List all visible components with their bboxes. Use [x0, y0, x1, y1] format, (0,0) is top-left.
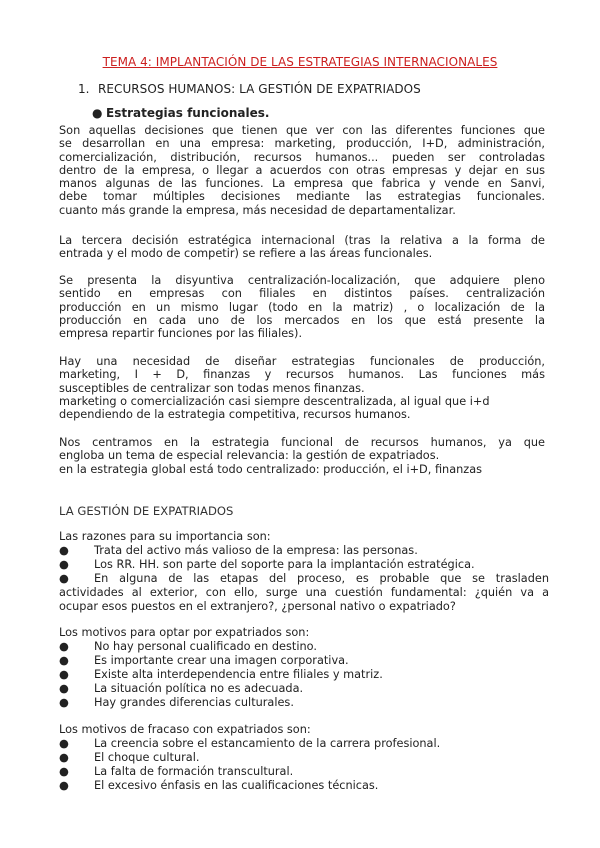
- bullet-icon: ●: [59, 764, 69, 778]
- section-heading: [78, 82, 421, 96]
- section-number: 1.: [78, 82, 90, 96]
- section-heading-text: RECURSOS HUMANOS: LA GESTIÓN DE EXPATRIADOS: [98, 82, 421, 96]
- bullet-icon: ●: [59, 544, 69, 557]
- section-title-expatriates: LA GESTIÓN DE EXPATRIADOS: [59, 504, 234, 518]
- bullet-icon: ●: [59, 778, 69, 792]
- bullet-icon: ●: [59, 557, 69, 571]
- bullet-icon: ●: [59, 737, 69, 750]
- list-item: ● No hay personal cualificado en destino.: [59, 640, 317, 653]
- list-item: ● Hay grandes diferencias culturales.: [59, 695, 294, 709]
- bullet-icon: ●: [92, 106, 103, 120]
- list-item: ● El excesivo énfasis en las cualificaciones técnicas.: [59, 778, 379, 792]
- bullet-icon: ●: [59, 667, 69, 681]
- bullet-icon: ●: [59, 695, 69, 709]
- bullet-icon: ●: [59, 750, 69, 764]
- paragraph-functional-decisions: Son aquellas decisiones que tienen que ver con las diferentes funciones que se desarrollan en una empresa: marketing, producción, I+D, administración, comercialización, distribución, recursos humanos... pueden ser controladas dentro de la empresa, o llegar a acuerdos con otras empresas y dejar en sus manos algunas de las funciones. La empresa que fabrica y vende en Sanvi, debe tomar múltiples decisiones mediante las estrategias funcionales. cuanto más grande la empresa, más necesidad de departamentalizar.: [59, 124, 545, 217]
- list-item: ● Trata del activo más valioso de la empresa: las personas.: [59, 544, 418, 557]
- paragraph-hr-strategy: Nos centramos en la estrategia funcional de recursos humanos, ya que engloba un tema de especial relevancia: la gestión de expatriados. en la estrategia global está todo centralizado: producción, el i+D, finanzas: [59, 436, 545, 476]
- bullet-icon: ●: [59, 640, 69, 653]
- list-item: ● Existe alta interdependencia entre filiales y matriz.: [59, 667, 383, 681]
- failures-intro: Los motivos de fracaso con expatriados son:: [59, 723, 311, 736]
- reasons-intro: Las razones para su importancia son:: [59, 530, 271, 543]
- motives-intro: Los motivos para optar por expatriados son:: [59, 626, 310, 639]
- failures-list: [59, 737, 549, 793]
- paragraph-centralization: Se presenta la disyuntiva centralización-localización, que adquiere pleno sentido en empresas con filiales en distintos países. centralización producción en un mismo lugar (todo en la matriz) , o localización de la producción en cada uno de los mercados en los que está presente la empresa repartir funciones por las filiales).: [59, 274, 545, 341]
- paragraph-third-decision: La tercera decisión estratégica internacional (tras la relativa a la forma de entrada y el modo de competir) se refiere a las áreas funcionales.: [59, 234, 545, 261]
- motives-list: [59, 640, 549, 710]
- list-item: ● Los RR. HH. son parte del soporte para la implantación estratégica.: [59, 557, 475, 571]
- list-item: ● En alguna de las etapas del proceso, es probable que se trasladen actividades al exterior, con ello, surge una cuestión fundamental: ¿quién va a ocupar esos puestos en el extranjero?, ¿personal nativo o expatriado?: [59, 571, 549, 613]
- subheading-text: Estrategias funcionales.: [106, 106, 270, 120]
- list-item: ● El choque cultural.: [59, 750, 200, 764]
- list-item: ● La situación política no es adecuada.: [59, 681, 304, 695]
- bullet-icon: ●: [59, 653, 69, 667]
- paragraph-functional-strategies: Hay una necesidad de diseñar estrategias funcionales de producción, marketing, I + D, finanzas y recursos humanos. Las funciones más susceptibles de centralizar son todas menos finanzas. marketing o comercialización casi siempre descentralizada, al igual que i+d dependiendo de la estrategia competitiva, recursos humanos.: [59, 355, 545, 422]
- document-title: TEMA 4: IMPLANTACIÓN DE LAS ESTRATEGIAS INTERNACIONALES: [102, 55, 498, 69]
- list-item: ● La falta de formación transcultural.: [59, 764, 294, 778]
- subheading: [92, 106, 269, 120]
- bullet-icon: ●: [59, 681, 69, 695]
- bullet-icon: ●: [59, 571, 69, 585]
- list-item: ● La creencia sobre el estancamiento de la carrera profesional.: [59, 737, 441, 750]
- list-item: ● Es importante crear una imagen corporativa.: [59, 653, 349, 667]
- reasons-list: [59, 544, 549, 614]
